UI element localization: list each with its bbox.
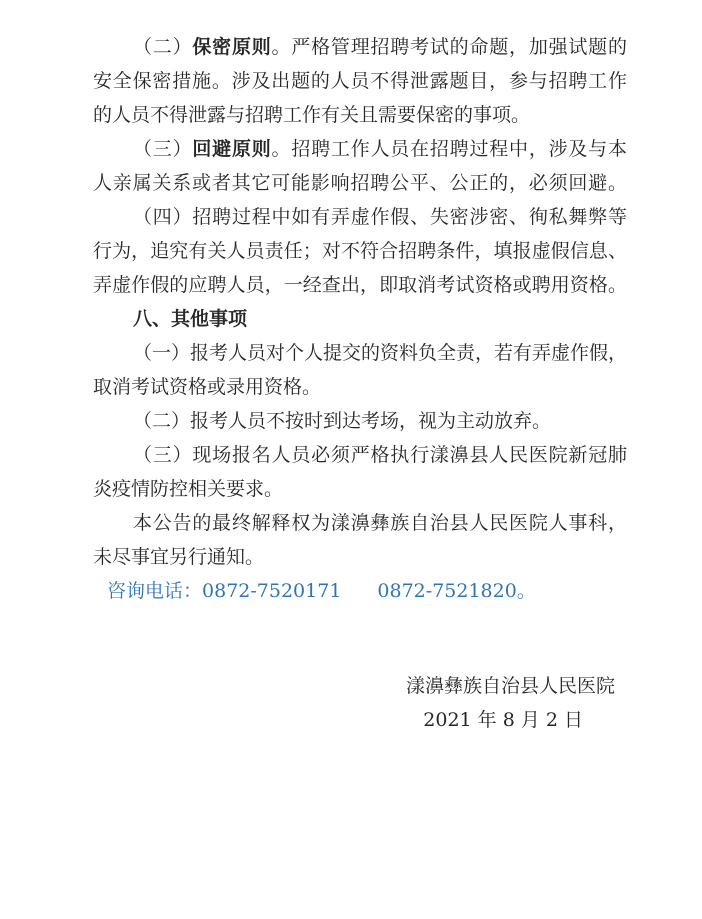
document-line	[93, 64, 627, 98]
text-segment: 0872-7520171	[202, 580, 342, 602]
document-line	[93, 370, 627, 404]
text-segment: 保密原则	[192, 36, 272, 58]
text-segment: 未尽事宜另行通知。	[93, 546, 265, 568]
document-line	[93, 166, 627, 200]
text-segment: 八、其他事项	[133, 308, 248, 330]
text-segment: 取消考试资格或录用资格。	[93, 376, 322, 398]
text-segment: （二）	[133, 36, 193, 58]
document-line	[93, 200, 627, 234]
section-heading	[93, 302, 627, 336]
text-segment: 的人员不得泄露与招聘工作有关且需要保密的事项。	[93, 104, 531, 126]
document-line	[93, 268, 627, 302]
document-line	[93, 132, 627, 166]
document-body	[93, 30, 627, 608]
signature-block	[93, 669, 627, 737]
text-segment: 。严格管理招聘考试的命题，加强试题的	[271, 36, 627, 58]
document-line	[93, 30, 627, 64]
text-segment: 。招聘工作人员在招聘过程中，涉及与本	[271, 138, 627, 160]
text-segment: 回避原则	[192, 138, 272, 160]
text-segment: （二）报考人员不按时到达考场，视为主动放弃。	[133, 410, 552, 432]
text-segment: （四）招聘过程中如有弄虚作假、失密涉密、徇私舞弊等	[133, 206, 627, 228]
text-segment: 炎疫情防控相关要求。	[93, 478, 284, 500]
text-segment: 本公告的最终解释权为漾濞彝族自治县人民医院人事科，	[133, 512, 627, 534]
document-line	[93, 234, 627, 268]
signature-hospital-name: 漾濞彝族自治县人民医院	[405, 675, 615, 697]
text-segment: 人亲属关系或者其它可能影响招聘公平、公正的，必须回避。	[93, 172, 627, 194]
text-segment: 咨询电话：	[107, 580, 203, 602]
text-segment: 。	[516, 580, 536, 602]
document-line	[93, 404, 627, 438]
text-segment: （一）报考人员对个人提交的资料负全责，若有弄虚作假，	[133, 342, 628, 364]
document-line	[93, 540, 627, 574]
text-segment: （三）现场报名人员必须严格执行漾濞县人民医院新冠肺	[133, 444, 627, 466]
text-segment: 行为，追究有关人员责任；对不符合招聘条件，填报虚假信息、	[93, 240, 627, 262]
document-line	[93, 506, 627, 540]
document-line	[93, 472, 627, 506]
text-segment: 安全保密措施。涉及出题的人员不得泄露题目，参与招聘工作	[93, 70, 627, 92]
contact-phone-line	[93, 574, 627, 608]
text-segment: 弄虚作假的应聘人员，一经查出，即取消考试资格或聘用资格。	[93, 274, 627, 296]
document-line	[93, 336, 627, 370]
document-line	[93, 438, 627, 472]
text-segment: （三）	[133, 138, 193, 160]
document-line	[93, 98, 627, 132]
text-segment: 0872-7521820	[377, 580, 517, 602]
signature-date: 2021 年 8 月 2 日	[423, 709, 583, 731]
